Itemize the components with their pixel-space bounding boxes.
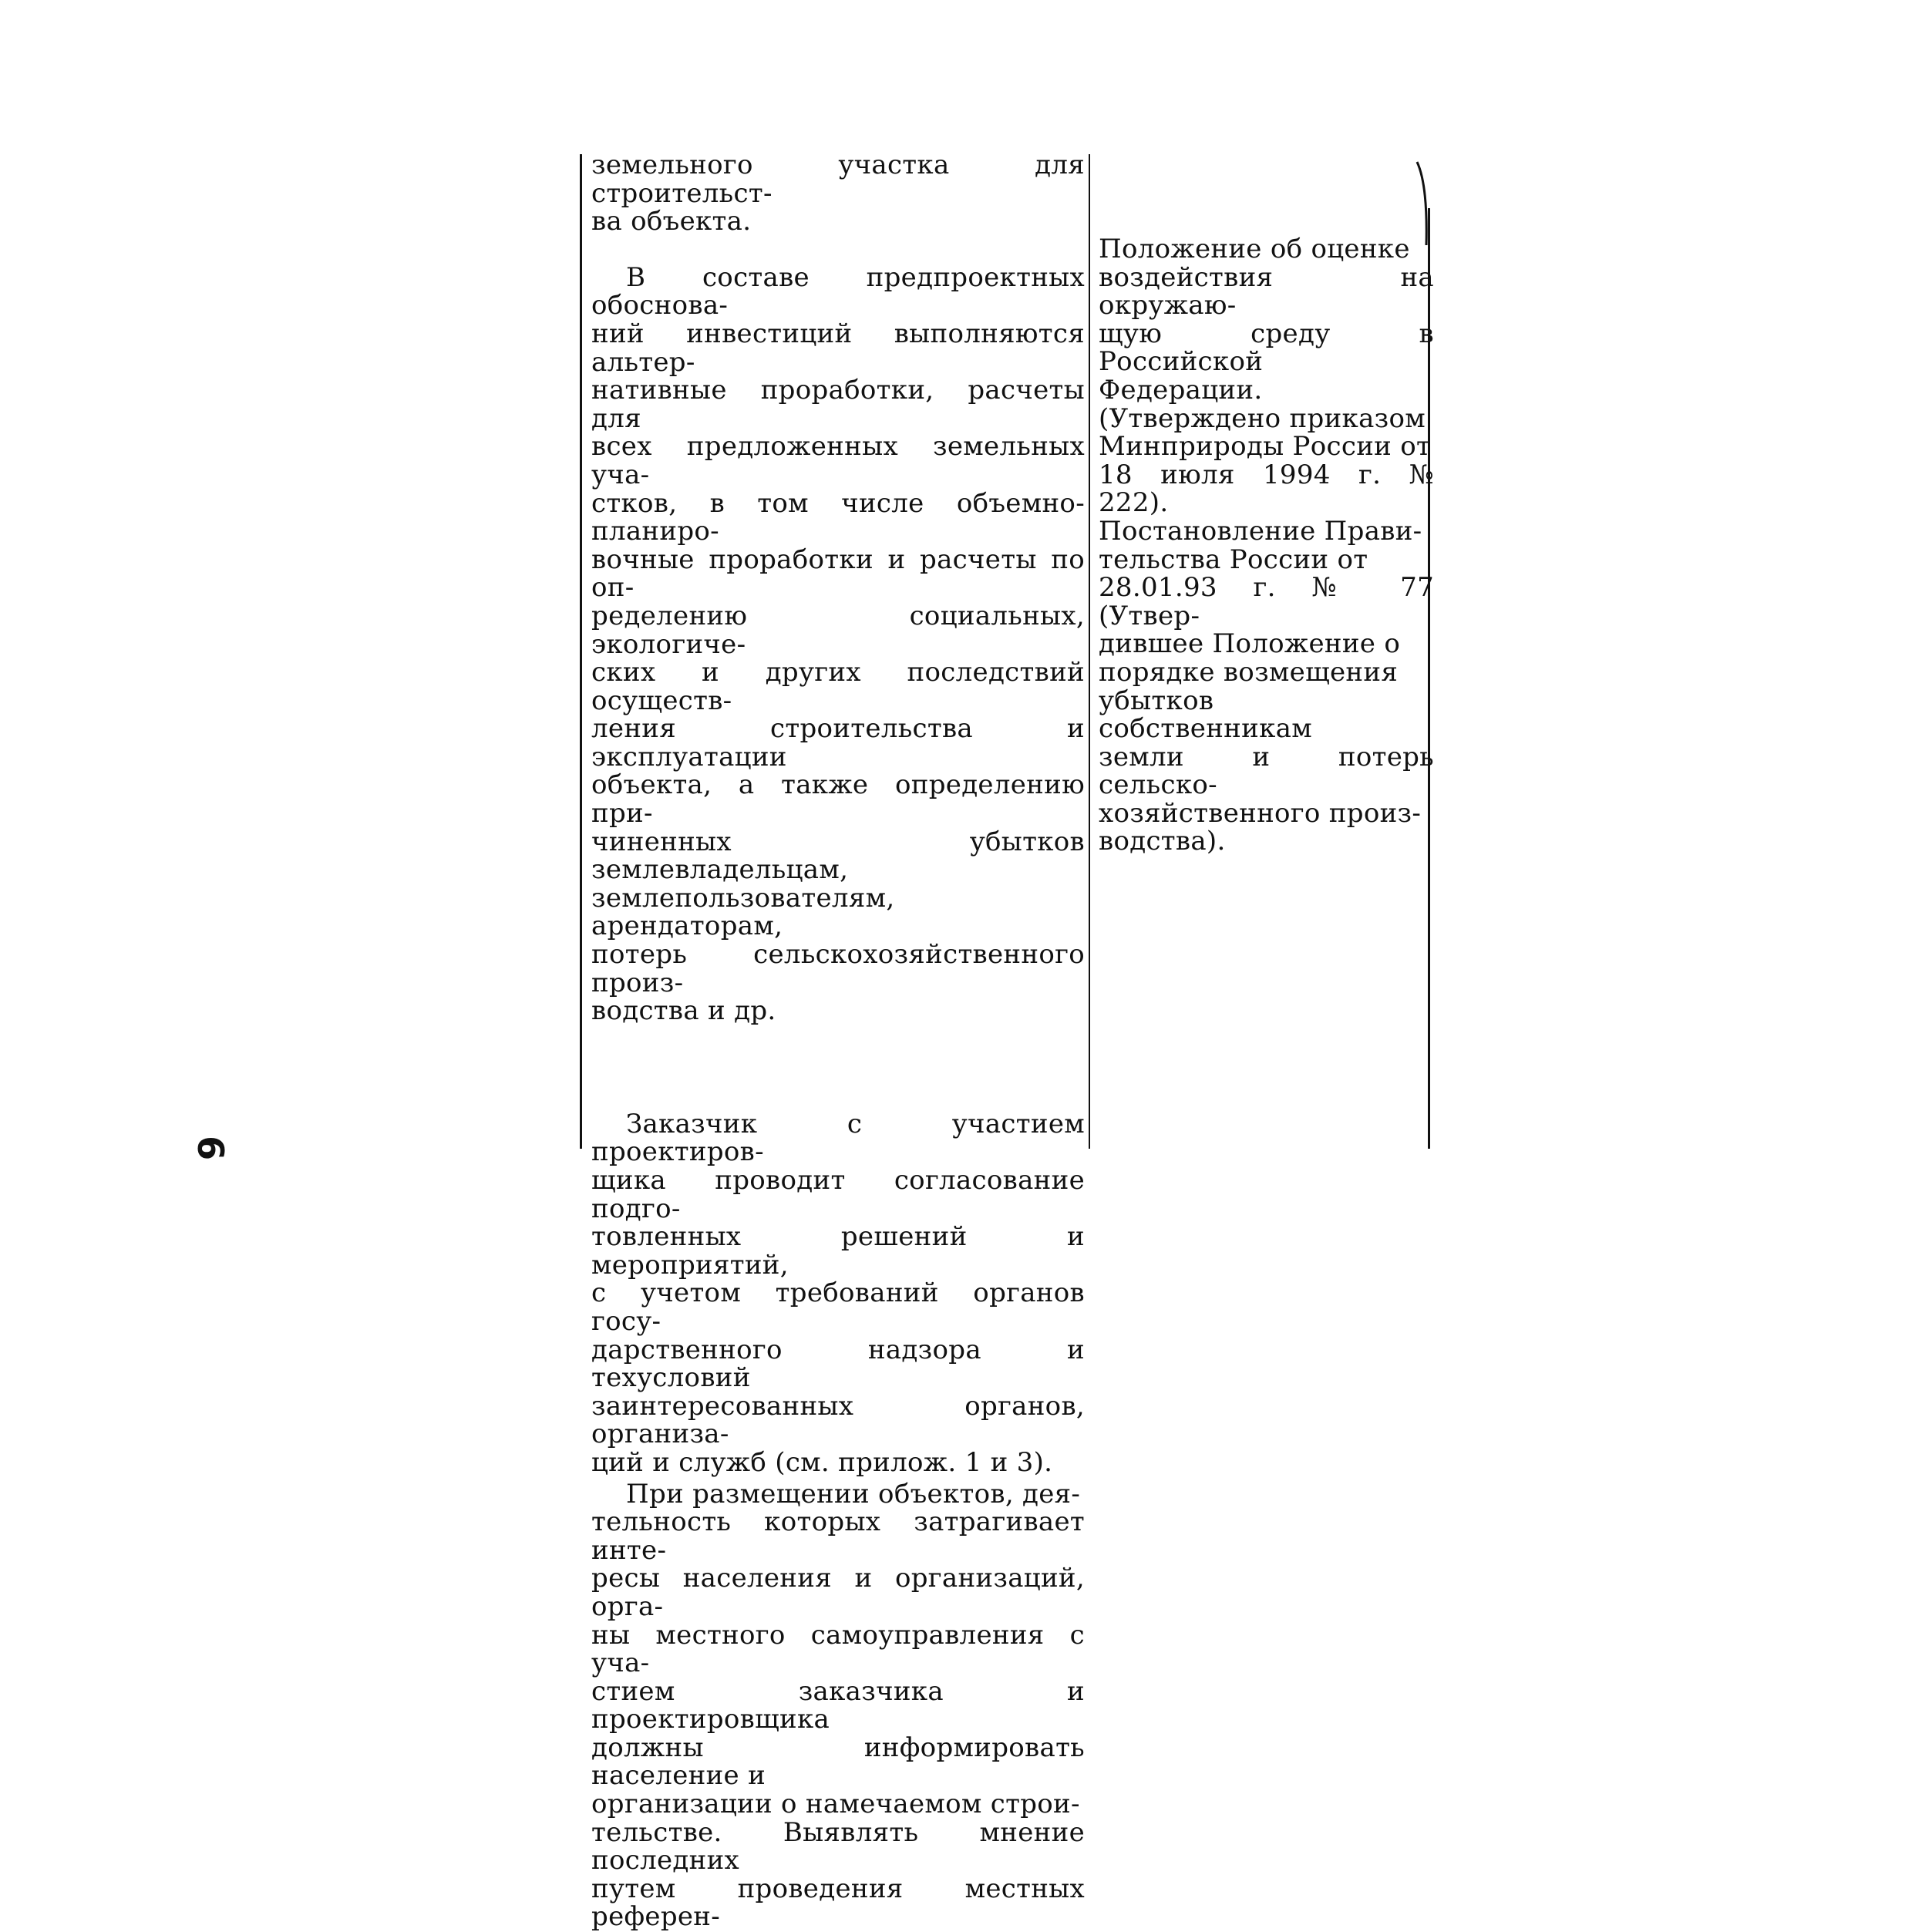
column-divider-line	[1089, 154, 1090, 1149]
left-column	[591, 151, 1085, 1931]
left-para-4: При размещении объектов, дея- тельность которых затрагивает инте- ресы населения и организаций, орга- ны местного самоуправления с уча- стием заказчика и проектировщика должны информировать население и организации о намечаемом строи- тельстве. Выявлять мнение последних путем проведения местных референ-	[591, 1478, 1085, 1932]
left-para-2: В составе предпроектных обоснова- ний инвестиций выполняются альтер- нативные проработки, расчеты для всех предложенных земельных уча- стков, в том числе объемно-планиро- вочные проработки и расчеты по оп- ределению социальных, экологиче- ских и других последствий осуществ- ления строительства и эксплуатации объекта, а также определению при- чиненных убытков землевладельцам, землепользователям, арендаторам, потерь сельскохозяйственного произ- водства и др.	[591, 261, 1085, 1027]
bracket-mark	[1411, 154, 1442, 247]
left-para-1: земельного участка для строительст- ва объекта.	[591, 150, 1085, 237]
left-para-3: Заказчик с участием проектиров- щика проводит согласование подго- товленных решений и мероприятий, с учетом требований органов госу- дарственного надзора и техусловий заинтересованных органов, организа- ций и служб (см. прилож. 1 и 3).	[591, 1108, 1085, 1478]
right-column	[1099, 235, 1434, 856]
right-column-text: Положение об оценке воздействия на окружаю- щую среду в Российской Федерации. (Утверждено приказом Минприроды России от 18 июля 1994 г. № 222). Постановление Прави- тельства России от 28.01.93 г. № 77 (Утвер- дившее Положение о порядке возмещения убытков собственникам земли и потерь сельско- хозяйственного произ- водства).	[1099, 234, 1434, 857]
page-number: 9	[191, 1136, 233, 1161]
left-border-line	[580, 154, 582, 1149]
